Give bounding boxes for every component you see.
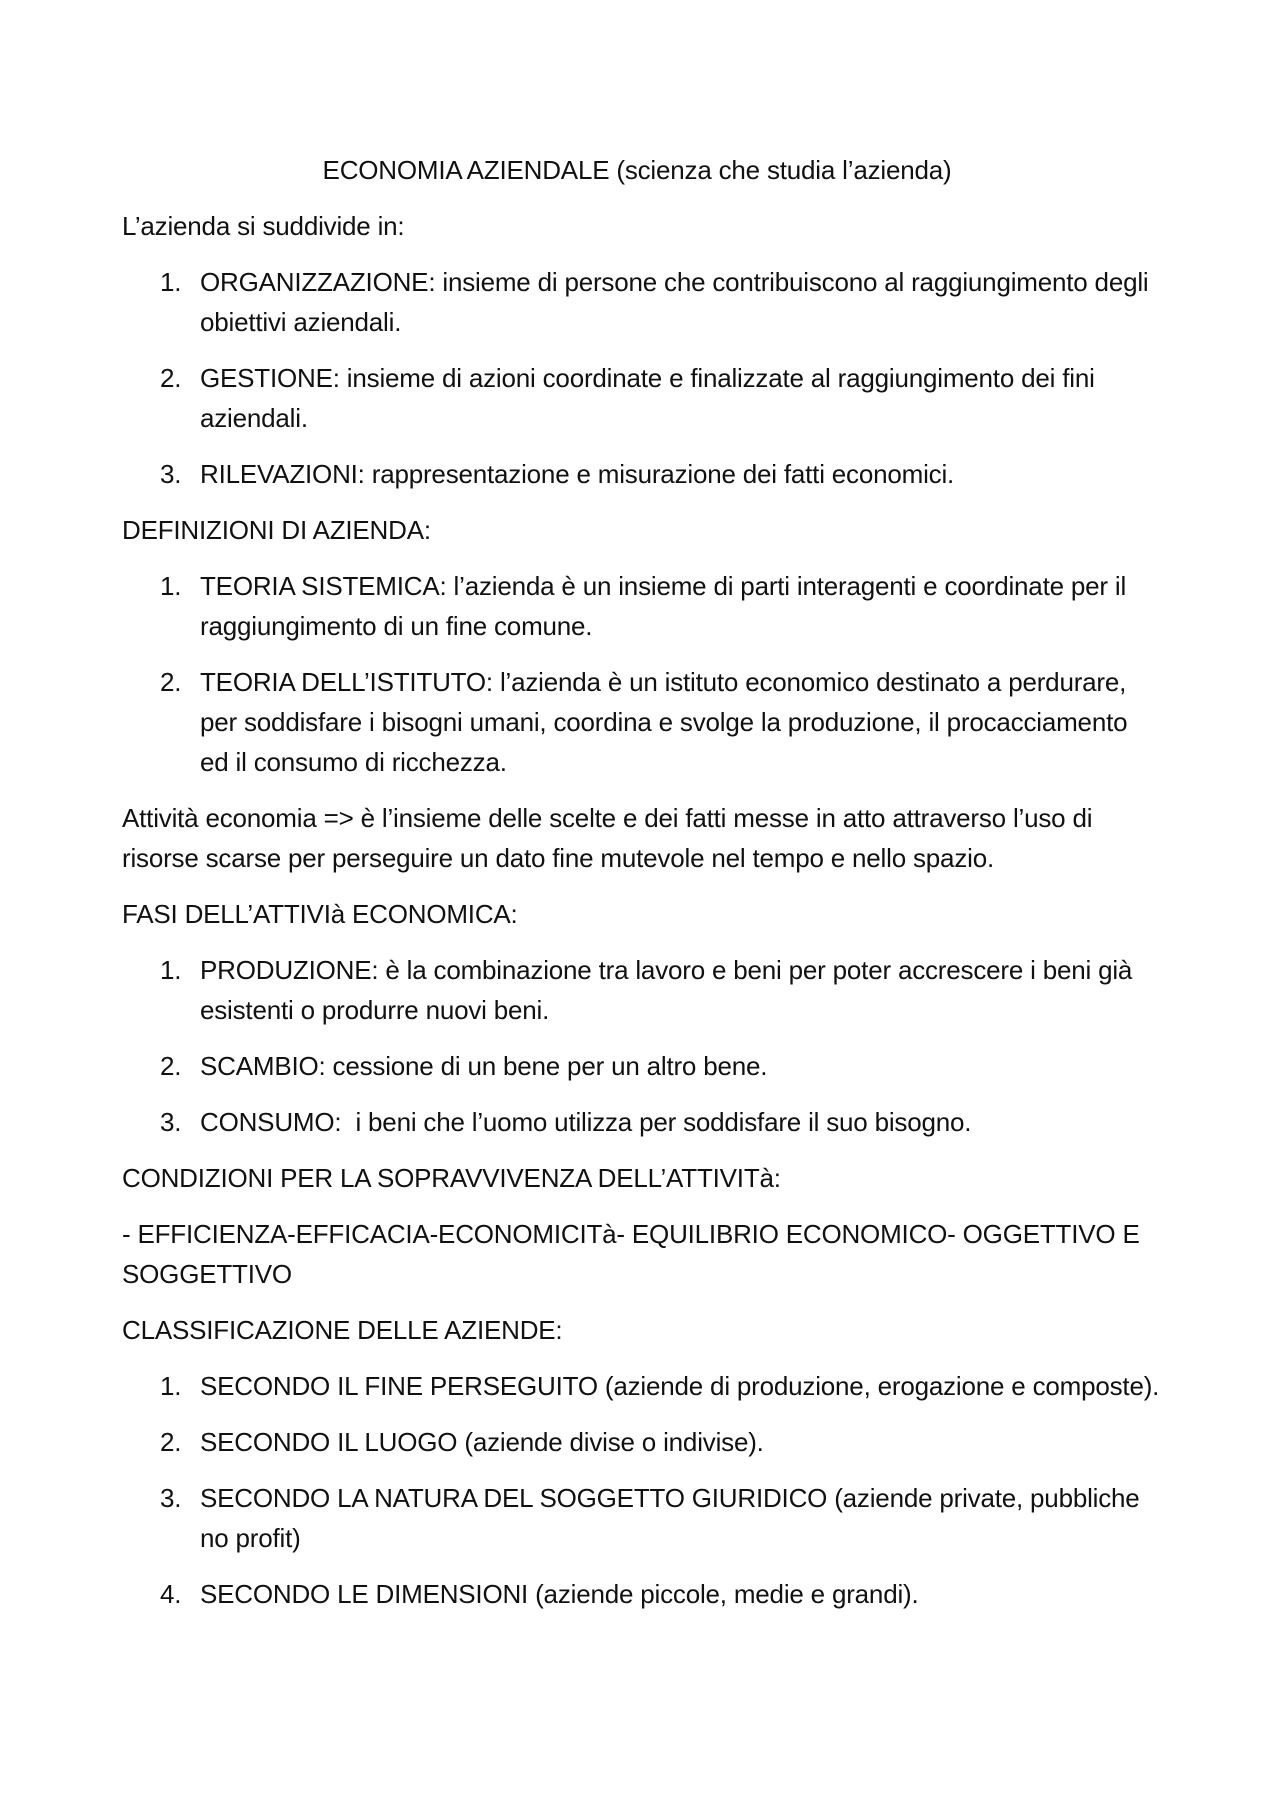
list-item-text: SECONDO IL LUOGO (aziende divise o indivise).: [200, 1427, 764, 1457]
list-item: [122, 1478, 1162, 1558]
phases-list: [122, 950, 1162, 1142]
list-number: 3.: [160, 1483, 182, 1513]
list-item-text: SECONDO IL FINE PERSEGUITO (aziende di produzione, erogazione e composte).: [200, 1371, 1160, 1401]
list-item-text: RILEVAZIONI: rappresentazione e misurazione dei fatti economici.: [200, 459, 955, 489]
list-number: 2.: [160, 1427, 182, 1457]
document-title: ECONOMIA AZIENDALE (scienza che studia l’azienda): [322, 155, 952, 185]
list-item-text: SECONDO LA NATURA DEL SOGGETTO GIURIDICO (aziende private, pubbliche no profit): [200, 1483, 1140, 1553]
list-item: [122, 950, 1162, 1030]
list-number: 1.: [160, 267, 182, 297]
list-number: 3.: [160, 459, 182, 489]
list-item: [122, 262, 1162, 342]
list-item-text: TEORIA DELL’ISTITUTO: l’azienda è un istituto economico destinato a perdurare, per soddisfare i bisogni umani, coordina e svolge la produzione, il procacciamento ed il consumo di ricchezza.: [200, 667, 1128, 777]
classification-list: [122, 1366, 1162, 1614]
activity-paragraph: Attività economia => è l’insieme delle scelte e dei fatti messe in atto attraverso l’uso di risorse scarse per perseguire un dato fine mutevole nel tempo e nello spazio.: [122, 803, 1093, 873]
list-number: 2.: [160, 1051, 182, 1081]
list-item-text: ORGANIZZAZIONE: insieme di persone che contribuiscono al raggiungimento degli obiettivi aziendali.: [200, 267, 1149, 337]
conditions-heading: CONDIZIONI PER LA SOPRAVVIVENZA DELL’ATTIVITà:: [122, 1163, 781, 1193]
definitions-list: [122, 566, 1162, 782]
conditions-paragraph: - EFFICIENZA-EFFICACIA-ECONOMICITà- EQUILIBRIO ECONOMICO- OGGETTIVO E SOGGETTIVO: [122, 1219, 1140, 1289]
list-item-text: TEORIA SISTEMICA: l’azienda è un insieme di parti interagenti e coordinate per il raggiungimento di un fine comune.: [200, 571, 1127, 641]
list-item: [122, 1366, 1162, 1406]
list-number: 1.: [160, 1371, 182, 1401]
definitions-heading: DEFINIZIONI DI AZIENDA:: [122, 515, 431, 545]
list-item-text: CONSUMO: i beni che l’uomo utilizza per soddisfare il suo bisogno.: [200, 1107, 972, 1137]
phases-heading: FASI DELL’ATTIVIà ECONOMICA:: [122, 899, 518, 929]
parts-list: [122, 262, 1162, 494]
classification-heading: CLASSIFICAZIONE DELLE AZIENDE:: [122, 1315, 563, 1345]
list-item: [122, 1046, 1162, 1086]
list-item: [122, 454, 1162, 494]
list-item-text: PRODUZIONE: è la combinazione tra lavoro e beni per poter accrescere i beni già esistenti o produrre nuovi beni.: [200, 955, 1133, 1025]
list-item: [122, 1102, 1162, 1142]
list-item: [122, 1422, 1162, 1462]
list-item: [122, 358, 1162, 438]
list-item: [122, 662, 1162, 782]
list-item-text: SECONDO LE DIMENSIONI (aziende piccole, medie e grandi).: [200, 1579, 919, 1609]
list-number: 3.: [160, 1107, 182, 1137]
intro-text: L’azienda si suddivide in:: [122, 211, 405, 241]
list-number: 1.: [160, 955, 182, 985]
list-item: [122, 1574, 1162, 1614]
list-number: 1.: [160, 571, 182, 601]
list-number: 4.: [160, 1579, 182, 1609]
list-number: 2.: [160, 667, 182, 697]
document-page: [122, 150, 1162, 1630]
list-item-text: GESTIONE: insieme di azioni coordinate e finalizzate al raggiungimento dei fini aziendali.: [200, 363, 1095, 433]
list-item-text: SCAMBIO: cessione di un bene per un altro bene.: [200, 1051, 768, 1081]
list-item: [122, 566, 1162, 646]
list-number: 2.: [160, 363, 182, 393]
